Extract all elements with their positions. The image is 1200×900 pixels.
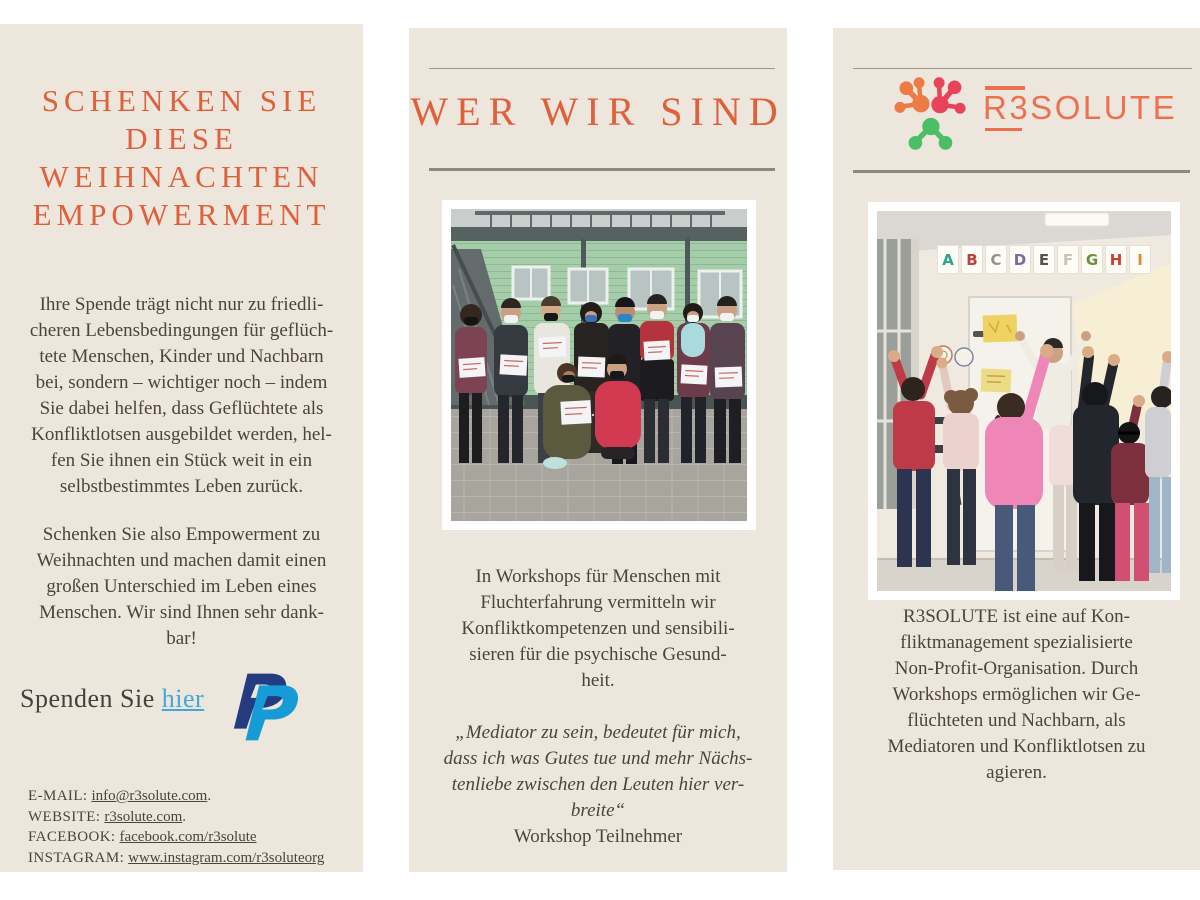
text-line: großen Unterschied im Leben eines [46,576,317,597]
contact-suffix: . [207,788,212,804]
donation-title [0,82,363,234]
contact-label: FACEBOOK: [28,829,116,845]
donation-paragraph-2 [10,522,353,652]
donate-text: Spenden Sie [20,684,162,713]
title-line: WEIHNACHTEN [39,159,324,194]
text-line: Schenken Sie also Empowerment zu [42,524,321,545]
text-line: Workshops ermöglichen wir Ge- [892,684,1141,705]
contact-link[interactable]: facebook.com/r3solute [119,829,257,845]
panel-donation-appeal [0,24,363,872]
quote-attribution: Workshop Teilnehmer [513,826,683,847]
quote-line: breite“ [570,800,626,821]
divider [429,68,775,69]
donate-here-link[interactable]: hier [161,684,205,713]
text-line: flüchteten und Nachbarn, als [907,710,1126,731]
text-line: fliktmanagement spezialisierte [900,632,1133,653]
text-line: Mediatoren und Konfliktlotsen zu [887,736,1146,757]
about-paragraph [843,604,1190,786]
text-line: sieren für die psychische Gesund- [469,644,727,665]
contact-label: E-MAIL: [28,788,88,804]
quote-line: dass ich was Gutes tue und mehr Nächs- [443,748,753,769]
donate-line [20,684,204,714]
contact-link[interactable]: r3solute.com [104,808,183,825]
alphabet-letter-card: G [1082,246,1102,273]
text-line: In Workshops für Menschen mit [475,566,721,587]
donation-paragraph-1 [10,292,353,500]
divider [853,68,1192,69]
text-line: R3SOLUTE ist eine auf Kon- [903,606,1130,627]
classroom-photo [868,202,1180,600]
alphabet-letter-card: A [938,246,958,273]
brand-name: R3SOLUTE [983,89,1178,126]
title-line: EMPOWERMENT [32,197,331,232]
who-we-are-title: WER WIR SIND [410,89,786,134]
text-line: Menschen. Wir sind Ihnen sehr dank- [39,602,324,623]
alphabet-letter-card: C [986,246,1006,273]
contact-list [28,786,324,868]
text-line: agieren. [986,762,1047,783]
contact-line [28,807,324,828]
text-line: tete Menschen, Kinder und Nachbarn [39,346,324,367]
contact-line [28,786,324,807]
alphabet-letter-card: F [1058,246,1078,273]
text-line: heit. [581,670,615,691]
alphabet-letter-card: I [1130,246,1150,273]
contact-label: WEBSITE: [28,808,101,825]
title-line: SCHENKEN SIE [41,83,322,118]
text-line: bar! [166,628,197,649]
who-we-are-paragraph [419,564,777,694]
quote-line: tenliebe zwischen den Leuten hier ver- [451,774,745,795]
text-line: bei, sondern – wichtiger noch – indem [35,372,328,393]
text-line: fen Sie ihnen ein Stück weit in ein [50,450,313,471]
panel-about-r3solute [833,28,1200,870]
contact-label: INSTAGRAM: [28,849,125,866]
text-line: Weihnachten und machen damit einen [36,550,327,571]
alphabet-letter-card: H [1106,246,1126,273]
courtyard-group-photo [442,200,756,530]
contact-link[interactable]: info@r3solute.com [91,788,208,804]
text-line: Konfliktlotsen ausgebildet werden, hel- [31,424,332,445]
divider-thick [429,168,775,171]
text-line: selbstbestimmtes Leben zurück. [59,476,304,497]
panel-who-we-are [409,28,787,872]
paypal-logo-icon [231,668,301,746]
courtyard-photo-illustration [451,209,747,521]
quote-line: „Mediator zu sein, bedeutet für mich, [455,722,741,743]
text-line: Ihre Spende trägt nicht nur zu friedli- [39,294,324,315]
alphabet-letter-card: B [962,246,982,273]
contact-suffix: . [182,808,187,825]
alphabet-letter-card: D [1010,246,1030,273]
wordmark-underline [985,128,1022,131]
contact-line [28,848,324,869]
text-line: cheren Lebensbedingungen für geflüch- [29,320,334,341]
text-line: Sie dabei helfen, dass Geflüchtete als [39,398,324,419]
text-line: Konfliktkompetenzen und sensibili- [461,618,735,639]
contact-link[interactable]: www.instagram.com/r3soluteorg [128,849,325,866]
brand-wordmark [983,86,1177,131]
alphabet-cards [938,246,1150,273]
text-line: Non-Profit-Organisation. Durch [894,658,1139,679]
alphabet-letter-card: E [1034,246,1054,273]
r3solute-molecule-logo-icon [889,70,971,152]
testimonial-quote [419,720,777,824]
text-line: Fluchterfahrung vermitteln wir [480,592,716,613]
contact-line [28,827,324,848]
divider-thick [853,170,1190,173]
title-line: DIESE [125,121,238,156]
